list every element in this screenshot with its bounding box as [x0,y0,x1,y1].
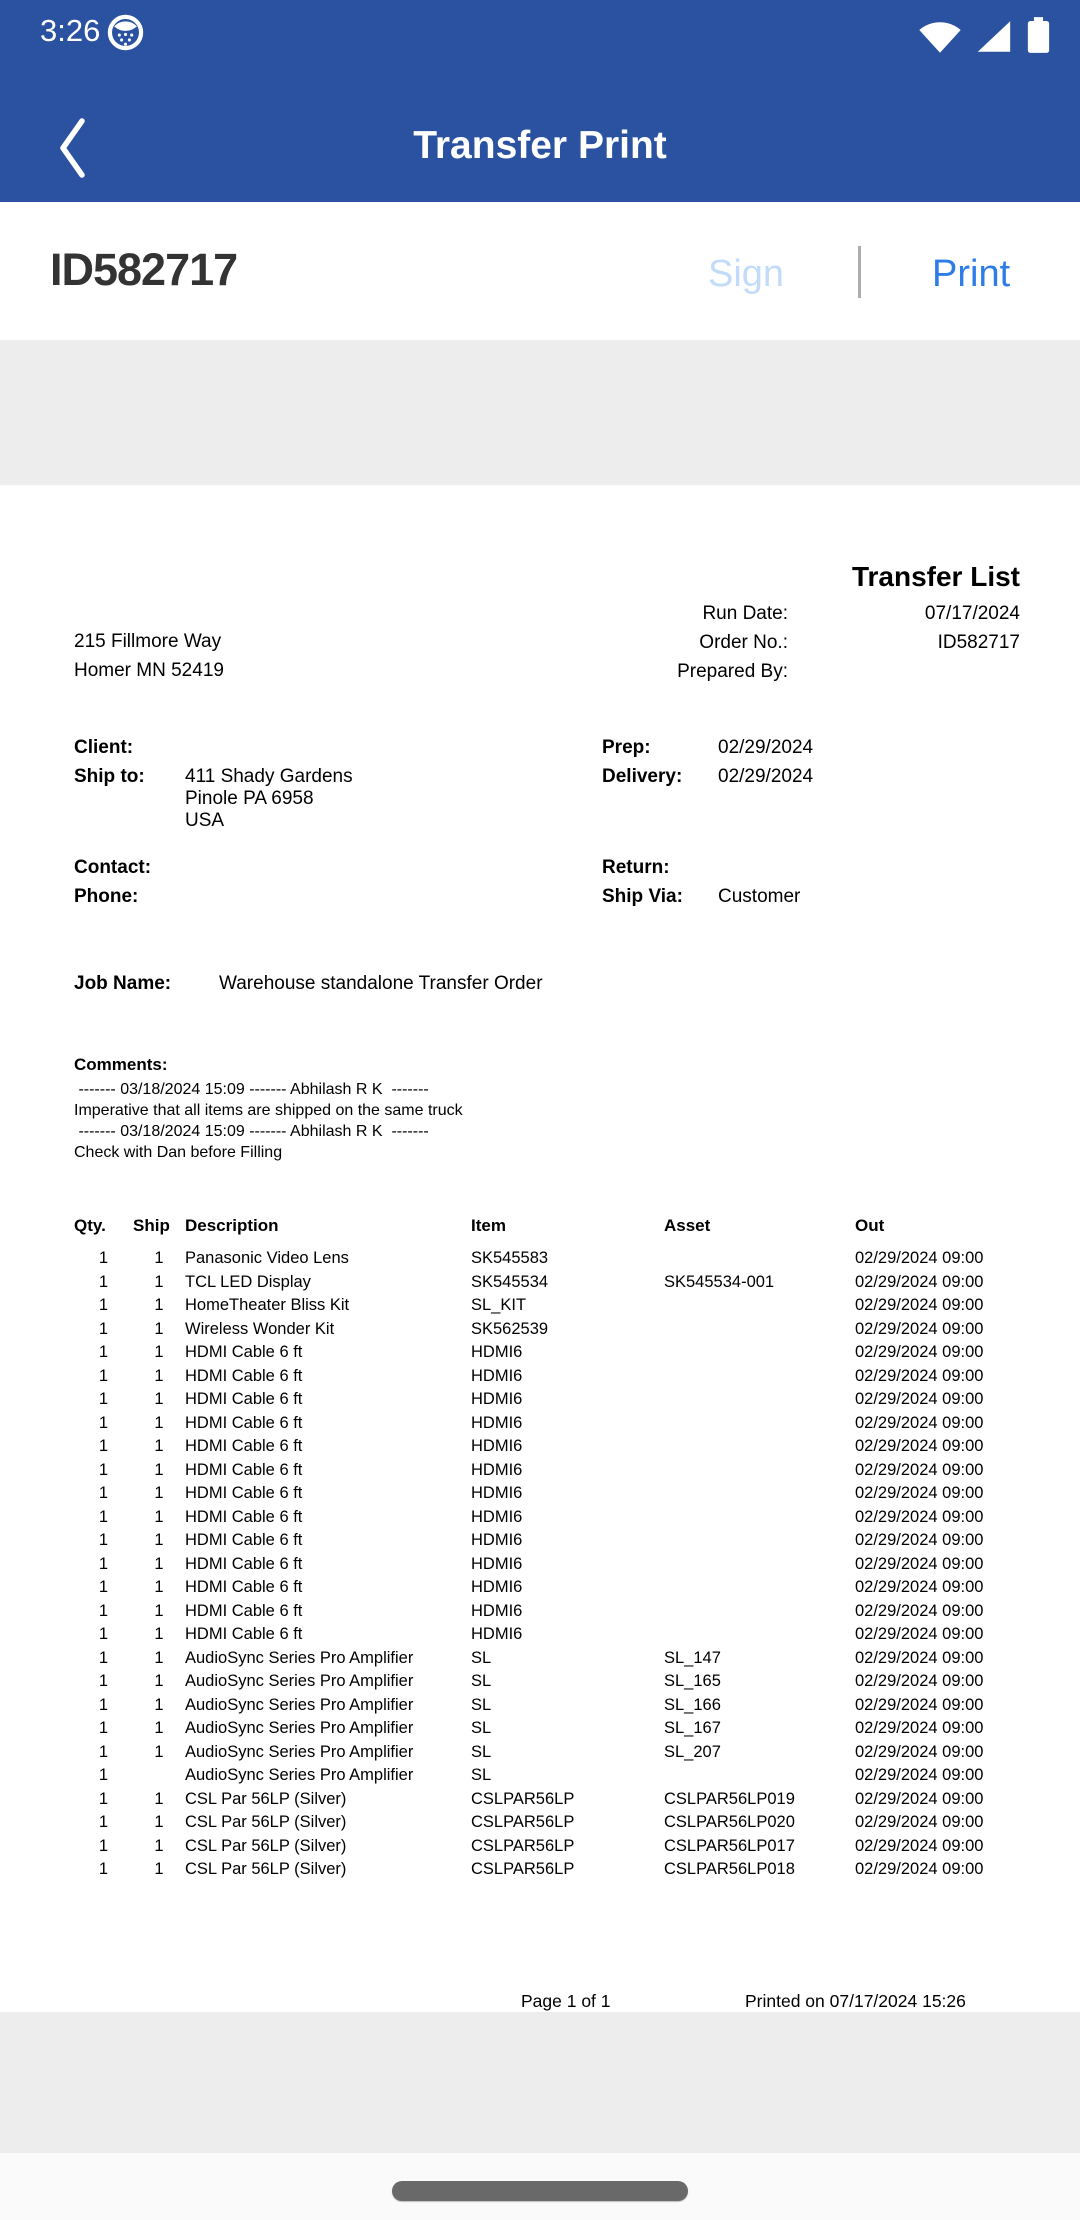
delivery-label: Delivery: [602,766,683,787]
cell-asset [664,1506,855,1530]
table-header-row [74,1216,1006,1247]
cell-asset [664,1482,855,1506]
cell-asset: SL_166 [664,1695,721,1714]
cell-item: HDMI6 [471,1578,523,1596]
table-row [74,1435,1006,1459]
cell-description: CSL Par 56LP (Silver) [185,1860,347,1878]
cell-item: HDMI6 [471,1390,523,1408]
cell-asset: SK545534-001 [664,1272,775,1291]
cell-item: CSLPAR56LP [471,1789,575,1808]
cell-asset [664,1247,855,1271]
cell-qty: 1 [98,1601,109,1620]
cell-description: AudioSync Series Pro Amplifier [185,1719,414,1737]
ship-to-line: Pinole PA 6958 [185,788,314,809]
cell-ship: 1 [154,1672,164,1690]
cell-description: HDMI Cable 6 ft [185,1484,303,1502]
cell-out: 02/29/2024 09:00 [855,1789,984,1808]
cell-qty: 1 [98,1296,109,1314]
cell-qty: 1 [98,1437,109,1455]
cell-out: 02/29/2024 09:00 [855,1813,984,1831]
table-row [74,1412,1006,1436]
cell-asset [664,1388,855,1412]
meta-value: 07/17/2024 [924,603,1020,624]
cell-item: SL [471,1695,492,1714]
cell-item: SL [471,1719,492,1737]
meta-row [640,599,1020,628]
table-row [74,1858,1006,1882]
cell-asset: SL_167 [664,1719,721,1737]
cell-item: HDMI6 [471,1437,523,1455]
return-label: Return: [602,857,670,878]
ship-to-label: Ship to: [74,766,145,787]
cell-out: 02/29/2024 09:00 [855,1578,984,1596]
table-row [74,1318,1006,1342]
comment-line: Imperative that all items are shipped on the same truck [74,1102,463,1119]
cell-ship: 1 [154,1343,164,1361]
cell-out: 02/29/2024 09:00 [855,1531,984,1549]
cell-out: 02/29/2024 09:00 [855,1249,984,1267]
cell-out: 02/29/2024 09:00 [855,1484,984,1502]
cell-out: 02/29/2024 09:00 [855,1437,984,1455]
cell-asset: CSLPAR56LP020 [664,1813,795,1831]
table-row [74,1788,1006,1812]
cell-qty: 1 [98,1766,109,1784]
cell-ship: 1 [154,1789,164,1808]
cell-description: HDMI Cable 6 ft [185,1578,303,1596]
cell-out: 02/29/2024 09:00 [855,1554,984,1573]
cell-asset [664,1365,855,1389]
contact-label: Contact: [74,857,152,878]
cell-qty: 1 [98,1507,109,1526]
toolbar [0,202,1080,340]
cell-ship: 1 [154,1625,164,1643]
cell-asset [664,1553,855,1577]
page-title: Transfer Print [413,124,667,167]
cell-item: CSLPAR56LP [471,1860,575,1878]
cell-asset: CSLPAR56LP019 [664,1789,795,1808]
cell-description: AudioSync Series Pro Amplifier [185,1742,414,1761]
table-row [74,1459,1006,1483]
cell-out: 02/29/2024 09:00 [855,1366,984,1385]
cell-asset [664,1412,855,1436]
cell-asset [664,1318,855,1342]
cell-ship: 1 [154,1860,164,1878]
delivery-value: 02/29/2024 [718,766,814,787]
document-preview[interactable] [0,485,1080,2012]
cell-ship: 1 [154,1836,164,1855]
print-button[interactable]: Print [926,252,1016,297]
ship-to-address [185,766,353,832]
status-icons [917,16,1052,59]
cell-asset [664,1623,855,1647]
warehouse-address [74,628,224,685]
meta-label: Prepared By: [677,661,788,682]
table-row [74,1717,1006,1741]
table-row [74,1271,1006,1295]
meta-row [640,657,1020,686]
comment-line: ------- 03/18/2024 15:09 ------- Abhilash R K ------- [74,1123,429,1140]
battery-icon [1025,16,1052,59]
cell-ship: 1 [154,1272,164,1291]
table-row [74,1600,1006,1624]
prep-label: Prep: [602,737,651,758]
cell-description: HDMI Cable 6 ft [185,1531,303,1549]
cell-item: HDMI6 [471,1366,523,1385]
cell-out: 02/29/2024 09:00 [855,1296,984,1314]
cell-ship: 1 [154,1390,164,1408]
cell-asset [664,1459,855,1483]
app-header [0,0,1080,202]
table-row [74,1623,1006,1647]
cell-asset: SL_147 [664,1648,721,1667]
cell-asset [664,1341,855,1365]
cell-out: 02/29/2024 09:00 [855,1860,984,1878]
cell-asset: SL_207 [664,1742,721,1761]
cell-qty: 1 [98,1390,109,1408]
cell-out: 02/29/2024 09:00 [855,1507,984,1526]
toolbar-divider [858,246,861,298]
cell-description: AudioSync Series Pro Amplifier [185,1648,414,1667]
cell-item: SK545583 [471,1249,549,1267]
table-row [74,1247,1006,1271]
cell-ship: 1 [154,1460,164,1479]
cell-ship: 1 [154,1695,164,1714]
table-row [74,1647,1006,1671]
column-header: Ship [133,1216,170,1235]
table-row [74,1764,1006,1788]
cell-ship: 1 [154,1437,164,1455]
cell-out: 02/29/2024 09:00 [855,1695,984,1714]
cell-ship: 1 [154,1484,164,1502]
cell-ship: 1 [154,1813,164,1831]
cell-item: SL [471,1742,492,1761]
job-name-value: Warehouse standalone Transfer Order [219,973,543,994]
client-label: Client: [74,737,134,758]
cell-qty: 1 [98,1460,109,1479]
order-id-heading: ID582717 [50,244,238,295]
ship-via-value: Customer [718,886,801,907]
ship-to-line: 411 Shady Gardens [185,766,353,787]
cellular-signal-icon [976,19,1012,59]
cell-qty: 1 [98,1554,109,1573]
document-meta [640,599,1020,686]
cell-item: SL [471,1672,492,1690]
table-row [74,1506,1006,1530]
cell-qty: 1 [98,1695,109,1714]
cell-qty: 1 [98,1484,109,1502]
cell-out: 02/29/2024 09:00 [855,1390,984,1408]
cell-item: CSLPAR56LP [471,1836,575,1855]
cell-item: SL_KIT [471,1296,527,1314]
table-row [74,1576,1006,1600]
cell-out: 02/29/2024 09:00 [855,1836,984,1855]
comments-body [74,1079,463,1163]
home-indicator[interactable] [392,2181,688,2201]
comment-line: Check with Dan before Filling [74,1144,283,1161]
phone-label: Phone: [74,886,139,907]
cell-asset: CSLPAR56LP017 [664,1836,795,1855]
cell-ship: 1 [154,1531,164,1549]
cell-asset [664,1576,855,1600]
cell-ship: 1 [154,1296,164,1314]
meta-row [640,628,1020,657]
cell-ship: 1 [154,1554,164,1573]
cell-asset: SL_165 [664,1672,721,1690]
cell-item: SK562539 [471,1319,549,1338]
cell-description: HDMI Cable 6 ft [185,1366,303,1385]
page-number: Page 1 of 1 [521,1991,611,2011]
cell-qty: 1 [98,1672,109,1690]
cell-out: 02/29/2024 09:00 [855,1672,984,1690]
cell-item: HDMI6 [471,1554,523,1573]
cell-qty: 1 [98,1531,109,1549]
address-line: 215 Fillmore Way [74,631,222,652]
cell-description: HDMI Cable 6 ft [185,1554,303,1573]
address-line: Homer MN 52419 [74,659,224,681]
cell-item: SL [471,1766,492,1784]
cell-ship: 1 [154,1366,164,1385]
column-header: Description [185,1216,279,1235]
cell-qty: 1 [98,1272,109,1291]
table-body [74,1247,1006,1882]
cell-qty: 1 [98,1578,109,1596]
cell-item: SK545534 [471,1272,549,1291]
cell-description: CSL Par 56LP (Silver) [185,1813,347,1831]
cell-description: HDMI Cable 6 ft [185,1413,303,1432]
cell-asset [664,1435,855,1459]
cell-qty: 1 [98,1343,109,1361]
meta-label: Order No.: [699,632,788,653]
column-header: Qty. [74,1216,106,1235]
meta-label: Run Date: [702,603,788,624]
cell-asset: CSLPAR56LP018 [664,1860,795,1878]
cell-ship: 1 [154,1648,164,1667]
cell-item: HDMI6 [471,1484,523,1502]
table-row [74,1670,1006,1694]
table-row [74,1294,1006,1318]
table-row [74,1694,1006,1718]
cell-description: AudioSync Series Pro Amplifier [185,1766,414,1784]
cell-out: 02/29/2024 09:00 [855,1272,984,1291]
cell-item: SL [471,1648,492,1667]
status-time: 3:26 [40,13,101,48]
meta-value: ID582717 [937,632,1020,653]
cell-qty: 1 [98,1413,109,1432]
wifi-icon [917,19,963,59]
cell-out: 02/29/2024 09:00 [855,1460,984,1479]
cell-ship: 1 [154,1742,164,1761]
cell-qty: 1 [98,1719,109,1737]
cell-qty: 1 [98,1319,109,1338]
cell-ship: 1 [154,1719,164,1737]
cell-ship: 1 [154,1413,164,1432]
cell-item: HDMI6 [471,1413,523,1432]
table-row [74,1741,1006,1765]
cell-description: HDMI Cable 6 ft [185,1343,303,1361]
cell-out: 02/29/2024 09:00 [855,1742,984,1761]
cell-out: 02/29/2024 09:00 [855,1719,984,1737]
bug-report-icon [106,13,145,57]
cell-description: HDMI Cable 6 ft [185,1601,303,1620]
cell-ship: 1 [154,1319,164,1338]
cell-item: HDMI6 [471,1343,523,1361]
table-row [74,1553,1006,1577]
cell-description: HDMI Cable 6 ft [185,1437,303,1455]
printed-timestamp: Printed on 07/17/2024 15:26 [745,1991,966,2011]
cell-qty: 1 [98,1742,109,1761]
cell-item: HDMI6 [471,1507,523,1526]
cell-ship: 1 [154,1507,164,1526]
items-table [74,1216,1006,1882]
table-row [74,1811,1006,1835]
cell-ship [133,1764,185,1788]
cell-ship: 1 [154,1249,164,1267]
cell-out: 02/29/2024 09:00 [855,1601,984,1620]
cell-item: HDMI6 [471,1625,523,1643]
cell-description: HomeTheater Bliss Kit [185,1296,350,1314]
cell-description: HDMI Cable 6 ft [185,1460,303,1479]
column-header: Item [471,1216,506,1235]
cell-ship: 1 [154,1601,164,1620]
cell-qty: 1 [98,1625,109,1643]
cell-asset [664,1529,855,1553]
cell-out: 02/29/2024 09:00 [855,1343,984,1361]
cell-item: HDMI6 [471,1460,523,1479]
cell-description: TCL LED Display [185,1272,311,1291]
table-row [74,1341,1006,1365]
preview-background-bottom [0,2012,1080,2153]
cell-asset [664,1294,855,1318]
cell-out: 02/29/2024 09:00 [855,1766,984,1784]
cell-description: CSL Par 56LP (Silver) [185,1836,347,1855]
cell-description: AudioSync Series Pro Amplifier [185,1672,414,1690]
cell-description: HDMI Cable 6 ft [185,1507,303,1526]
cell-asset [664,1764,855,1788]
comment-line: ------- 03/18/2024 15:09 ------- Abhilash R K ------- [74,1081,429,1098]
ship-to-line: USA [185,810,225,831]
cell-qty: 1 [98,1813,109,1831]
cell-qty: 1 [98,1648,109,1667]
cell-description: Panasonic Video Lens [185,1249,349,1267]
cell-out: 02/29/2024 09:00 [855,1319,984,1338]
cell-description: HDMI Cable 6 ft [185,1390,303,1408]
cell-out: 02/29/2024 09:00 [855,1413,984,1432]
ship-via-label: Ship Via: [602,886,683,907]
column-header: Asset [664,1216,711,1235]
cell-item: CSLPAR56LP [471,1813,575,1831]
comments-label: Comments: [74,1055,168,1074]
cell-qty: 1 [98,1860,109,1878]
cell-description: HDMI Cable 6 ft [185,1625,303,1643]
meta-value [788,657,1020,686]
system-nav-bar [0,2153,1080,2220]
cell-out: 02/29/2024 09:00 [855,1625,984,1643]
job-name-label: Job Name: [74,973,172,994]
cell-qty: 1 [98,1789,109,1808]
cell-item: HDMI6 [471,1601,523,1620]
table-row [74,1529,1006,1553]
cell-item: HDMI6 [471,1531,523,1549]
cell-description: Wireless Wonder Kit [185,1319,335,1338]
cell-qty: 1 [98,1249,109,1267]
cell-out: 02/29/2024 09:00 [855,1648,984,1667]
prep-value: 02/29/2024 [718,737,814,758]
cell-description: CSL Par 56LP (Silver) [185,1789,347,1808]
document-title: Transfer List [851,561,1020,592]
cell-qty: 1 [98,1366,109,1385]
table-row [74,1388,1006,1412]
table-row [74,1365,1006,1389]
cell-ship: 1 [154,1578,164,1596]
table-row [74,1835,1006,1859]
table-row [74,1482,1006,1506]
sign-button[interactable]: Sign [702,252,790,297]
preview-background-top [0,340,1080,485]
column-header: Out [855,1216,885,1235]
cell-description: AudioSync Series Pro Amplifier [185,1695,414,1714]
cell-qty: 1 [98,1836,109,1855]
cell-asset [664,1600,855,1624]
